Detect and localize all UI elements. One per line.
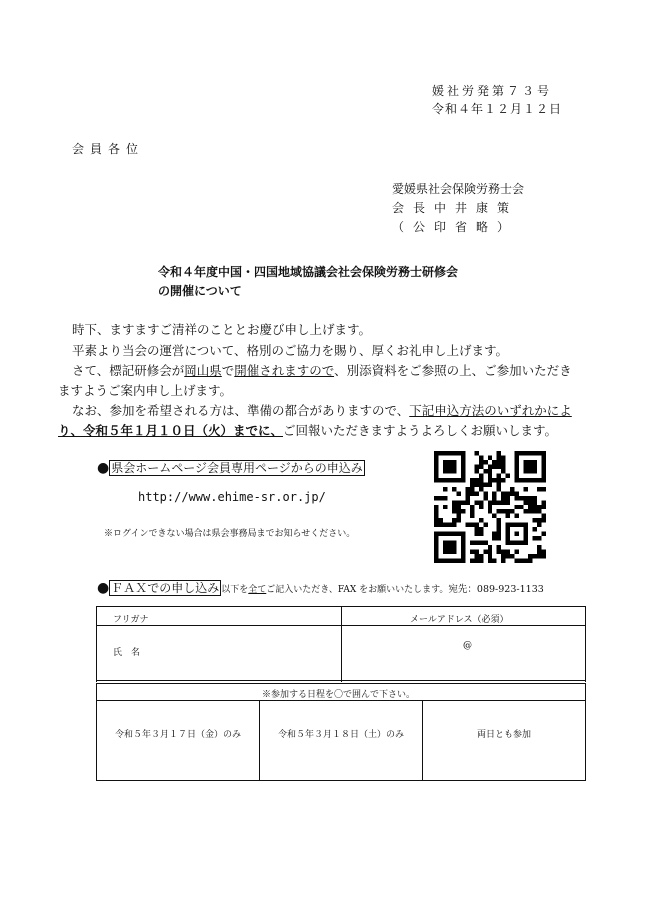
seal-note: （公印省略） (392, 220, 519, 234)
option-day1[interactable]: 令和５年３月１７日（金）のみ (114, 730, 241, 740)
website-url[interactable]: http://www.ehime-sr.or.jp/ (138, 490, 326, 504)
body-paragraph-3-cont: ますようご案内申し上げます。 (58, 383, 233, 398)
bullet-icon: ● (97, 460, 110, 476)
deadline-underlined: り、令和５年１月１０日（火）までに、 (58, 423, 284, 438)
login-note: ※ログインできない場合は県会事務局までお知らせください。 (104, 529, 356, 539)
fax-method-heading: ● ＦＡＸでの申し込み 以下を全てご記入いただき、FAX をお願いいたします。宛先：089-923-1133 (97, 580, 544, 596)
web-method-title: 県会ホームページ会員専用ページからの申込み (111, 461, 363, 475)
bullet-icon: ● (97, 580, 110, 596)
body-paragraph-1: 時下、ますますご清祥のこととお慶び申し上げます。 (72, 322, 372, 337)
sender-president: 会長中井康策 (392, 201, 519, 215)
recipient: 会員各位 (72, 142, 145, 156)
document-number: 媛社労発第７３号 (432, 84, 553, 98)
body-paragraph-3: さて、標記研修会が岡山県で開催されますので、別添資料をご参照の上、ご参加いただき (72, 363, 572, 378)
fax-method-title: ＦＡＸでの申し込み (111, 581, 220, 595)
method-underlined: 下記申込方法のいずれかによ (409, 403, 572, 418)
furigana-label: フリガナ (113, 615, 149, 625)
body-paragraph-4-cont: り、令和５年１月１０日（火）までに、ご回報いただきますようよろしくお願いします。 (58, 423, 558, 438)
title-line2: の開催について (158, 284, 242, 298)
email-at-sign[interactable]: @ (463, 641, 472, 651)
title-line1: 令和４年度中国・四国地域協議会社会保険労務士研修会 (158, 265, 459, 279)
body-paragraph-4: なお、参加を希望される方は、準備の都合がありますので、下記申込方法のいずれかによ (72, 403, 572, 418)
option-day2[interactable]: 令和５年３月１８日（土）のみ (277, 730, 404, 740)
option-both[interactable]: 両日とも参加 (476, 730, 531, 740)
qr-code-icon (434, 451, 546, 563)
document-date: 令和４年１２月１２日 (432, 102, 563, 116)
sender-org: 愛媛県社会保険労務士会 (392, 182, 525, 196)
body-paragraph-2: 平素より当会の運営について、格別のご協力を賜り、厚くお礼申し上げます。 (72, 343, 509, 358)
held-underlined: 開催されますので (234, 363, 335, 378)
web-method-heading (97, 457, 365, 476)
schedule-instruction: ※参加する日程を〇で囲んで下さい。 (262, 690, 416, 700)
name-label: 氏 名 (113, 648, 141, 658)
email-label: メールアドレス（必須） (410, 615, 509, 625)
venue-underlined: 岡山県 (184, 363, 222, 378)
fax-destination: 宛先：089-923-1133 (448, 584, 544, 595)
